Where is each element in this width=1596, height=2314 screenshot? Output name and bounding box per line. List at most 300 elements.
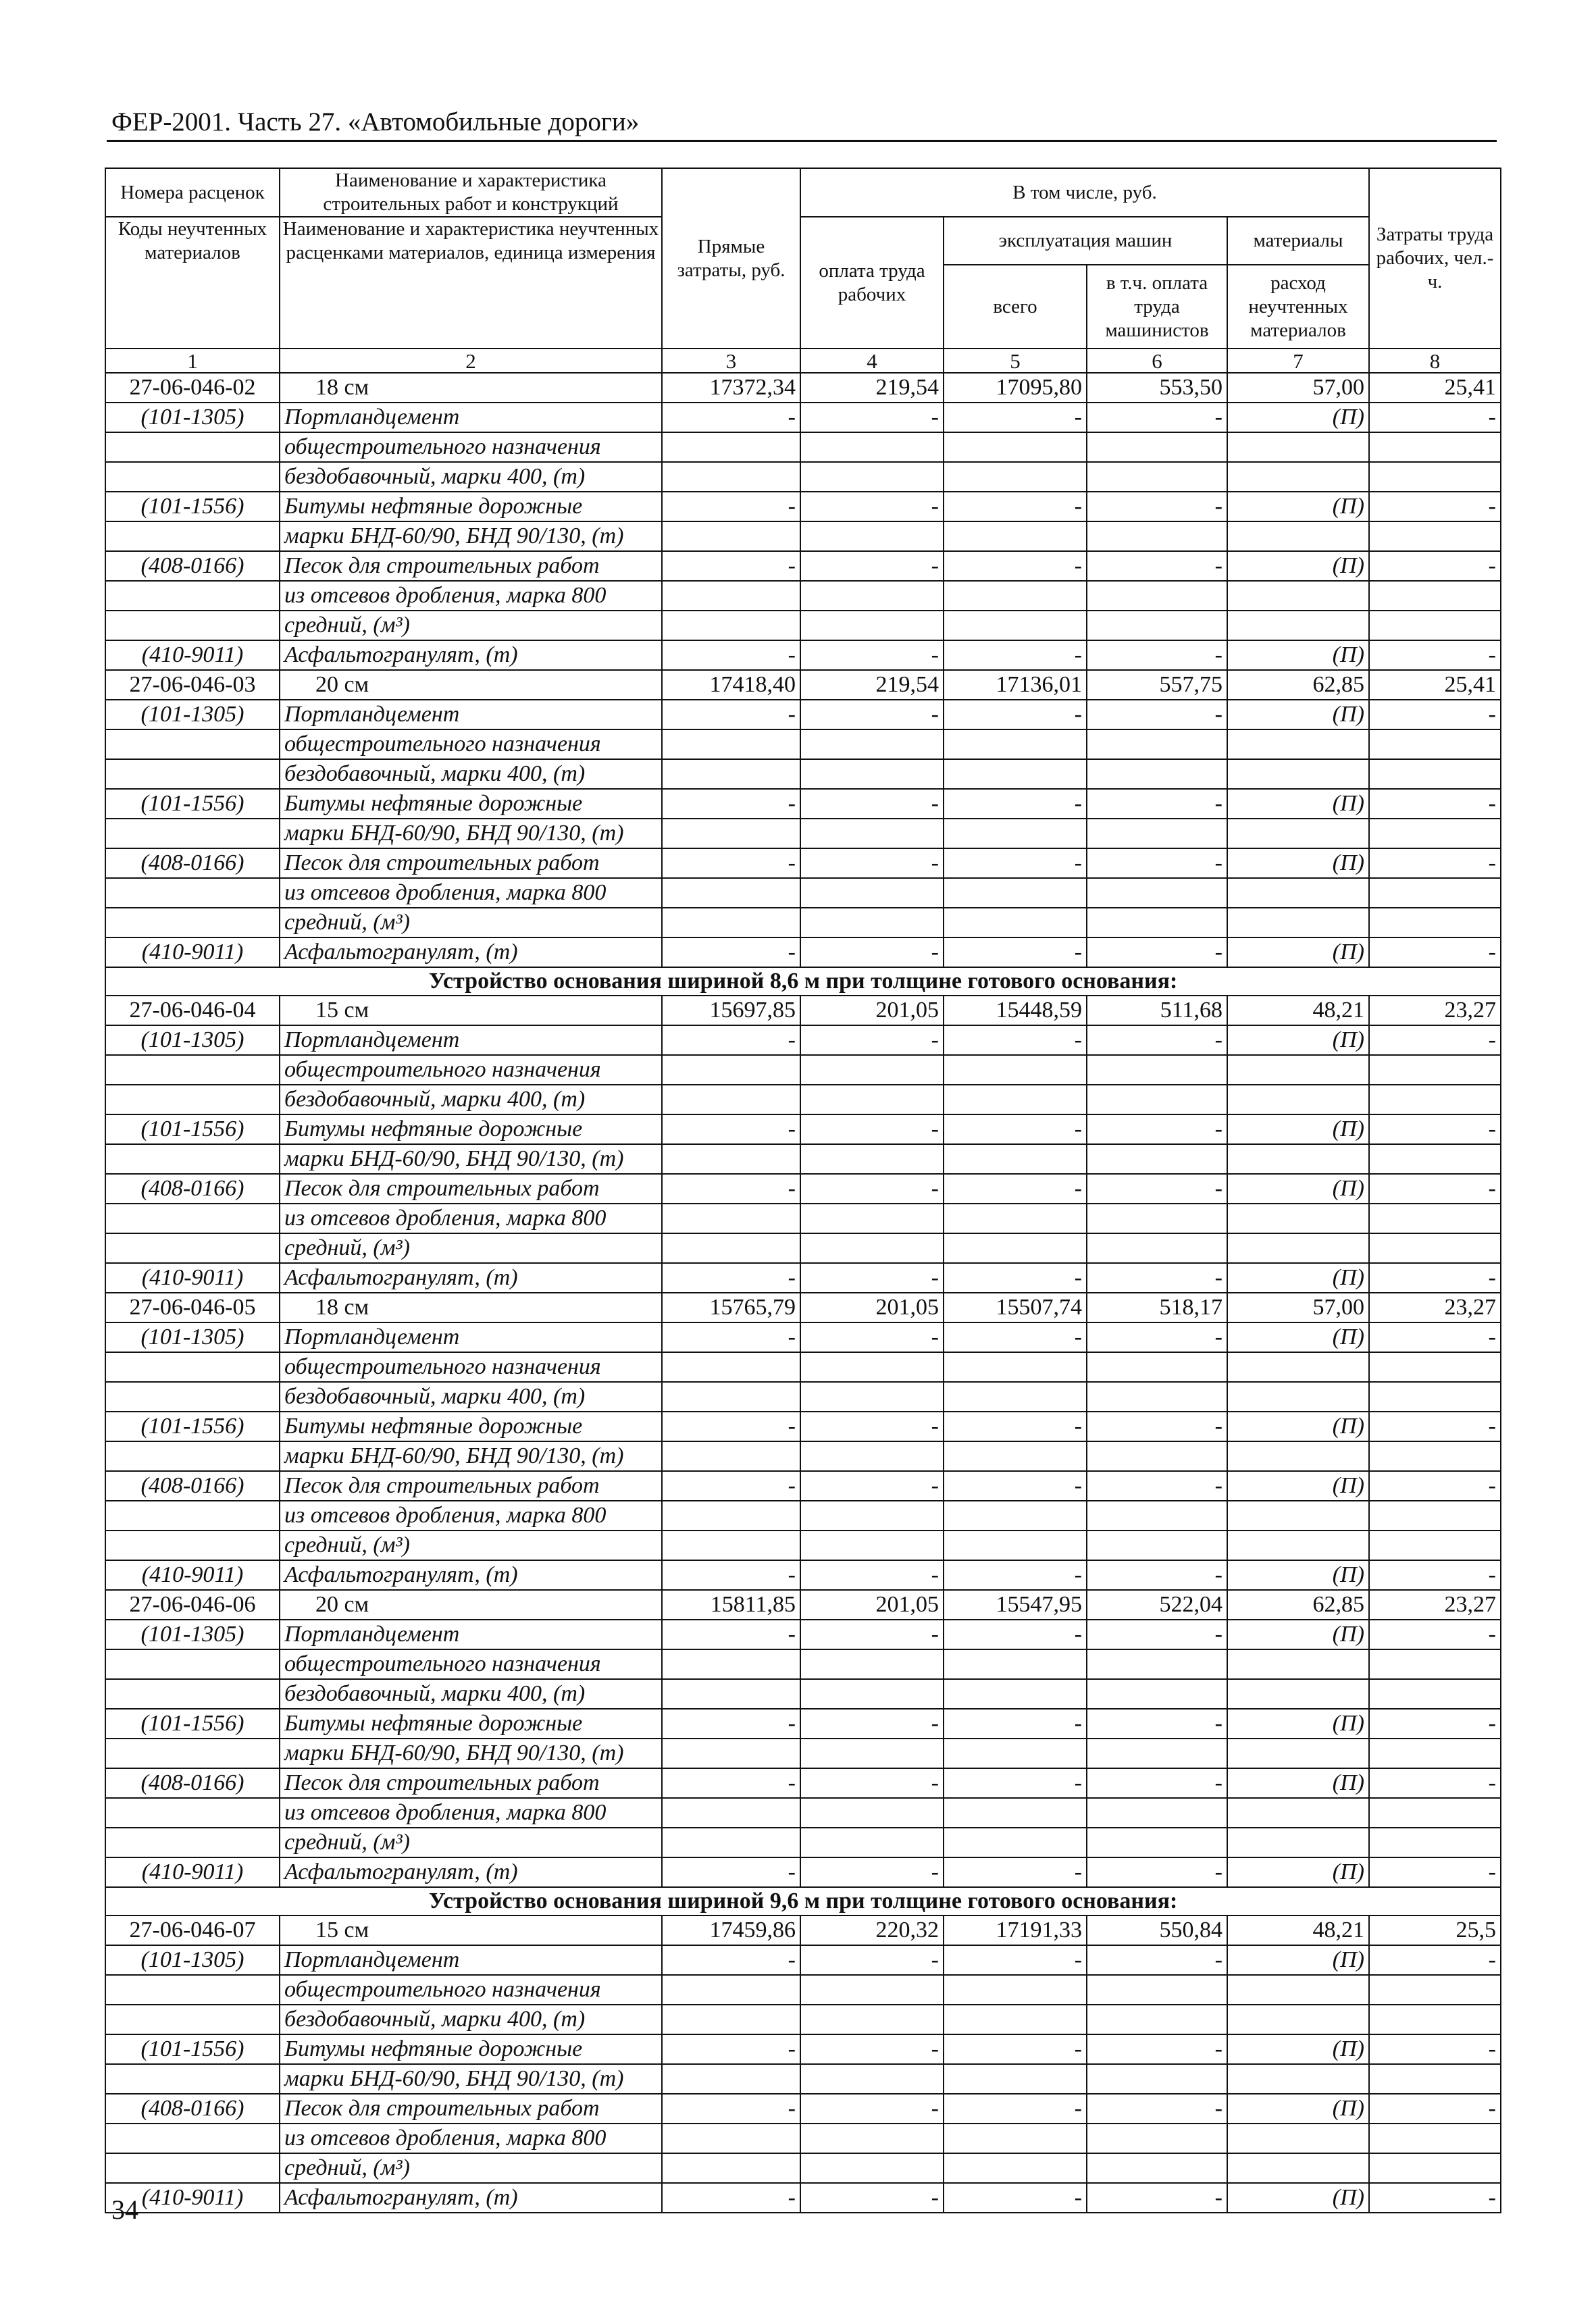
labor-hours-dash: - <box>1369 1945 1501 1975</box>
empty-cell <box>944 2064 1087 2094</box>
direct-costs-dash: - <box>662 1322 800 1352</box>
empty-cell <box>944 819 1087 848</box>
col-number: 8 <box>1369 349 1501 373</box>
materials-mark: (П) <box>1227 2094 1369 2124</box>
empty-cell <box>1087 819 1227 848</box>
machinists-pay-dash: - <box>1087 700 1227 729</box>
direct-costs: 17418,40 <box>662 670 800 700</box>
empty-cell <box>662 1055 800 1085</box>
empty-cell <box>1087 1828 1227 1857</box>
empty-cell <box>800 1501 944 1531</box>
material-code: (410-9011) <box>105 937 280 967</box>
machines-total: 15448,59 <box>944 996 1087 1025</box>
rate-row <box>105 1916 1501 1945</box>
direct-costs-dash: - <box>662 1768 800 1798</box>
materials-cost: 57,00 <box>1227 373 1369 403</box>
empty-cell <box>105 1382 280 1412</box>
empty-cell <box>1369 1055 1501 1085</box>
material-name: Портландцемент <box>280 403 662 432</box>
empty-cell <box>944 1204 1087 1233</box>
empty-cell <box>1227 759 1369 789</box>
material-code: (410-9011) <box>105 640 280 670</box>
materials-mark: (П) <box>1227 937 1369 967</box>
head-including: В том числе, руб. <box>800 168 1369 217</box>
material-name: бездобавочный, марки 400, (т) <box>280 462 662 492</box>
empty-cell <box>1369 1798 1501 1828</box>
material-code: (410-9011) <box>105 2183 280 2213</box>
material-name: бездобавочный, марки 400, (т) <box>280 2005 662 2034</box>
empty-cell <box>1087 759 1227 789</box>
col-number: 4 <box>800 349 944 373</box>
materials-mark: (П) <box>1227 1471 1369 1501</box>
material-name: Песок для строительных работ <box>280 1471 662 1501</box>
materials-cost: 62,85 <box>1227 670 1369 700</box>
empty-cell <box>1087 1531 1227 1560</box>
machines-total-dash: - <box>944 2094 1087 2124</box>
material-name: из отсевов дробления, марка 800 <box>280 1501 662 1531</box>
head-machines: эксплуатация машин <box>944 217 1227 265</box>
empty-cell <box>1369 1828 1501 1857</box>
labor-hours-dash: - <box>1369 1709 1501 1739</box>
labor-pay-dash: - <box>800 937 944 967</box>
material-name: Портландцемент <box>280 1322 662 1352</box>
empty-cell <box>944 1085 1087 1114</box>
material-row <box>105 2064 1501 2094</box>
empty-cell <box>800 1441 944 1471</box>
empty-cell <box>944 2124 1087 2153</box>
rate-row <box>105 1590 1501 1620</box>
empty-cell <box>1369 2064 1501 2094</box>
running-header: ФЕР-2001. Часть 27. «Автомобильные дороги» <box>111 107 640 136</box>
materials-mark: (П) <box>1227 789 1369 819</box>
machines-total: 17191,33 <box>944 1916 1087 1945</box>
material-name: Асфальтогранулят, (т) <box>280 640 662 670</box>
empty-cell <box>1087 1204 1227 1233</box>
head-name-works: Наименование и характеристика строительных работ и конструкций <box>280 168 662 217</box>
machines-total-dash: - <box>944 789 1087 819</box>
direct-costs-dash: - <box>662 492 800 521</box>
material-row <box>105 2183 1501 2213</box>
direct-costs-dash: - <box>662 551 800 581</box>
head-codes: Коды неучтенных материалов <box>105 217 280 265</box>
empty-cell <box>662 1233 800 1263</box>
machinists-pay-dash: - <box>1087 2183 1227 2213</box>
empty-cell <box>1369 729 1501 759</box>
empty-cell <box>1087 611 1227 640</box>
rate-name: 18 см <box>280 1293 662 1322</box>
empty-cell <box>662 1382 800 1412</box>
labor-hours-dash: - <box>1369 937 1501 967</box>
empty-cell <box>944 1382 1087 1412</box>
material-name: Асфальтогранулят, (т) <box>280 2183 662 2213</box>
empty-cell <box>662 908 800 937</box>
material-row <box>105 937 1501 967</box>
material-row <box>105 1857 1501 1887</box>
material-row <box>105 1144 1501 1174</box>
material-code: (101-1305) <box>105 1620 280 1649</box>
labor-pay-dash: - <box>800 1857 944 1887</box>
col-number: 6 <box>1087 349 1227 373</box>
direct-costs-dash: - <box>662 789 800 819</box>
materials-mark: (П) <box>1227 1114 1369 1144</box>
material-row <box>105 1709 1501 1739</box>
col-number: 3 <box>662 349 800 373</box>
empty-cell <box>662 1144 800 1174</box>
head-materials: материалы <box>1227 217 1369 265</box>
empty-cell <box>800 521 944 551</box>
empty-cell <box>662 462 800 492</box>
material-name: средний, (м³) <box>280 611 662 640</box>
empty-cell <box>944 432 1087 462</box>
empty-cell <box>1227 1679 1369 1709</box>
material-row <box>105 640 1501 670</box>
empty-cell <box>1369 2124 1501 2153</box>
empty-cell <box>1087 1975 1227 2005</box>
direct-costs-dash: - <box>662 1560 800 1590</box>
material-row <box>105 1501 1501 1531</box>
material-row <box>105 1025 1501 1055</box>
empty-cell <box>800 1975 944 2005</box>
empty-cell <box>800 1204 944 1233</box>
empty-cell <box>944 1828 1087 1857</box>
empty-cell <box>1087 462 1227 492</box>
empty-cell <box>105 1739 280 1768</box>
materials-cost: 48,21 <box>1227 1916 1369 1945</box>
empty-cell <box>1087 2064 1227 2094</box>
material-row <box>105 908 1501 937</box>
head-spacer-2 <box>280 265 662 349</box>
labor-hours-dash: - <box>1369 2094 1501 2124</box>
material-code: (408-0166) <box>105 1768 280 1798</box>
empty-cell <box>800 611 944 640</box>
labor-hours: 25,5 <box>1369 1916 1501 1945</box>
empty-cell <box>105 2124 280 2153</box>
material-row <box>105 581 1501 611</box>
machines-total: 17136,01 <box>944 670 1087 700</box>
materials-mark: (П) <box>1227 1945 1369 1975</box>
materials-cost: 62,85 <box>1227 1590 1369 1620</box>
empty-cell <box>800 1233 944 1263</box>
labor-hours-dash: - <box>1369 1471 1501 1501</box>
table-body <box>105 373 1501 2213</box>
labor-pay-dash: - <box>800 2094 944 2124</box>
materials-mark: (П) <box>1227 1174 1369 1204</box>
material-row <box>105 700 1501 729</box>
machines-total-dash: - <box>944 1620 1087 1649</box>
empty-cell <box>662 521 800 551</box>
machinists-pay: 522,04 <box>1087 1590 1227 1620</box>
material-code: (101-1556) <box>105 1114 280 1144</box>
empty-cell <box>1369 1085 1501 1114</box>
material-name: общестроительного назначения <box>280 1975 662 2005</box>
empty-cell <box>1227 2153 1369 2183</box>
empty-cell <box>800 1085 944 1114</box>
material-name: из отсевов дробления, марка 800 <box>280 2124 662 2153</box>
labor-pay: 201,05 <box>800 1293 944 1322</box>
labor-pay-dash: - <box>800 551 944 581</box>
empty-cell <box>662 1204 800 1233</box>
empty-cell <box>1369 2005 1501 2034</box>
direct-costs-dash: - <box>662 640 800 670</box>
rate-code: 27-06-046-04 <box>105 996 280 1025</box>
empty-cell <box>1227 1055 1369 1085</box>
empty-cell <box>800 759 944 789</box>
material-row <box>105 1739 1501 1768</box>
empty-cell <box>800 1798 944 1828</box>
material-code: (410-9011) <box>105 1263 280 1293</box>
section-heading: Устройство основания шириной 9,6 м при толщине готового основания: <box>105 1887 1501 1916</box>
empty-cell <box>1227 729 1369 759</box>
empty-cell <box>662 581 800 611</box>
labor-hours-dash: - <box>1369 1620 1501 1649</box>
labor-hours-dash: - <box>1369 2034 1501 2064</box>
empty-cell <box>1087 1382 1227 1412</box>
material-code: (408-0166) <box>105 551 280 581</box>
empty-cell <box>662 1975 800 2005</box>
rate-code: 27-06-046-05 <box>105 1293 280 1322</box>
machines-total-dash: - <box>944 1709 1087 1739</box>
materials-mark: (П) <box>1227 2183 1369 2213</box>
labor-pay: 201,05 <box>800 1590 944 1620</box>
empty-cell <box>800 1739 944 1768</box>
material-name: марки БНД-60/90, БНД 90/130, (т) <box>280 1441 662 1471</box>
machines-total-dash: - <box>944 403 1087 432</box>
materials-mark: (П) <box>1227 1768 1369 1798</box>
labor-pay-dash: - <box>800 848 944 878</box>
materials-cost: 57,00 <box>1227 1293 1369 1322</box>
empty-cell <box>944 1352 1087 1382</box>
empty-cell <box>662 878 800 908</box>
empty-cell <box>662 1679 800 1709</box>
empty-cell <box>944 1233 1087 1263</box>
material-name: бездобавочный, марки 400, (т) <box>280 1382 662 1412</box>
materials-mark: (П) <box>1227 1709 1369 1739</box>
empty-cell <box>105 1501 280 1531</box>
material-code: (408-0166) <box>105 1174 280 1204</box>
material-name: Песок для строительных работ <box>280 551 662 581</box>
empty-cell <box>944 1531 1087 1560</box>
material-row <box>105 2094 1501 2124</box>
material-code: (408-0166) <box>105 848 280 878</box>
empty-cell <box>105 1679 280 1709</box>
material-name: Песок для строительных работ <box>280 848 662 878</box>
empty-cell <box>1227 1975 1369 2005</box>
empty-cell <box>662 1739 800 1768</box>
material-name: бездобавочный, марки 400, (т) <box>280 759 662 789</box>
empty-cell <box>662 2005 800 2034</box>
empty-cell <box>1227 1144 1369 1174</box>
empty-cell <box>1227 432 1369 462</box>
material-name: Песок для строительных работ <box>280 1768 662 1798</box>
material-row <box>105 1233 1501 1263</box>
empty-cell <box>662 729 800 759</box>
empty-cell <box>800 878 944 908</box>
head-num-rates: Номера расценок <box>105 168 280 217</box>
empty-cell <box>1087 1679 1227 1709</box>
material-row <box>105 1828 1501 1857</box>
material-row <box>105 1649 1501 1679</box>
direct-costs: 15765,79 <box>662 1293 800 1322</box>
material-row <box>105 729 1501 759</box>
empty-cell <box>1369 1739 1501 1768</box>
empty-cell <box>662 1501 800 1531</box>
empty-cell <box>105 1352 280 1382</box>
material-code: (101-1556) <box>105 492 280 521</box>
machines-total-dash: - <box>944 1412 1087 1441</box>
empty-cell <box>1369 1144 1501 1174</box>
empty-cell <box>1087 1441 1227 1471</box>
empty-cell <box>800 819 944 848</box>
labor-pay-dash: - <box>800 700 944 729</box>
labor-hours-dash: - <box>1369 789 1501 819</box>
materials-mark: (П) <box>1227 551 1369 581</box>
empty-cell <box>105 521 280 551</box>
material-row <box>105 1768 1501 1798</box>
machinists-pay-dash: - <box>1087 1322 1227 1352</box>
direct-costs-dash: - <box>662 1174 800 1204</box>
material-row <box>105 551 1501 581</box>
material-code: (101-1556) <box>105 1412 280 1441</box>
section-heading-row <box>105 1887 1501 1916</box>
material-name: Асфальтогранулят, (т) <box>280 1857 662 1887</box>
labor-pay-dash: - <box>800 492 944 521</box>
empty-cell <box>944 581 1087 611</box>
materials-mark: (П) <box>1227 1263 1369 1293</box>
direct-costs-dash: - <box>662 1709 800 1739</box>
empty-cell <box>944 1441 1087 1471</box>
material-row <box>105 819 1501 848</box>
direct-costs-dash: - <box>662 403 800 432</box>
material-row <box>105 611 1501 640</box>
rate-name: 20 см <box>280 670 662 700</box>
machines-total-dash: - <box>944 848 1087 878</box>
materials-mark: (П) <box>1227 403 1369 432</box>
material-name: Асфальтогранулят, (т) <box>280 937 662 967</box>
material-code: (410-9011) <box>105 1560 280 1590</box>
col-number: 5 <box>944 349 1087 373</box>
direct-costs-dash: - <box>662 700 800 729</box>
rate-code: 27-06-046-06 <box>105 1590 280 1620</box>
machinists-pay-dash: - <box>1087 1709 1227 1739</box>
empty-cell <box>800 2005 944 2034</box>
materials-mark: (П) <box>1227 640 1369 670</box>
labor-pay-dash: - <box>800 1620 944 1649</box>
empty-cell <box>1227 521 1369 551</box>
rate-name: 15 см <box>280 1916 662 1945</box>
head-consumption: расход неучтенных материалов <box>1227 265 1369 349</box>
direct-costs-dash: - <box>662 1114 800 1144</box>
labor-pay-dash: - <box>800 1322 944 1352</box>
machines-total-dash: - <box>944 1322 1087 1352</box>
machines-total-dash: - <box>944 2034 1087 2064</box>
machinists-pay-dash: - <box>1087 2034 1227 2064</box>
machinists-pay-dash: - <box>1087 1412 1227 1441</box>
material-name: Портландцемент <box>280 1945 662 1975</box>
empty-cell <box>105 1055 280 1085</box>
empty-cell <box>1369 521 1501 551</box>
material-row <box>105 1945 1501 1975</box>
empty-cell <box>944 1055 1087 1085</box>
material-row <box>105 1471 1501 1501</box>
empty-cell <box>662 1085 800 1114</box>
labor-hours-dash: - <box>1369 1114 1501 1144</box>
empty-cell <box>662 2064 800 2094</box>
machines-total-dash: - <box>944 1025 1087 1055</box>
machinists-pay-dash: - <box>1087 1263 1227 1293</box>
material-row <box>105 1114 1501 1144</box>
material-row <box>105 1412 1501 1441</box>
material-row <box>105 759 1501 789</box>
material-name: Битумы нефтяные дорожные <box>280 2034 662 2064</box>
machinists-pay-dash: - <box>1087 1471 1227 1501</box>
empty-cell <box>1227 1739 1369 1768</box>
empty-cell <box>1369 908 1501 937</box>
machines-total-dash: - <box>944 1263 1087 1293</box>
empty-cell <box>105 1531 280 1560</box>
direct-costs-dash: - <box>662 1412 800 1441</box>
material-code: (101-1556) <box>105 1709 280 1739</box>
labor-pay: 219,54 <box>800 373 944 403</box>
labor-pay-dash: - <box>800 1709 944 1739</box>
section-heading-row <box>105 967 1501 996</box>
material-name: марки БНД-60/90, БНД 90/130, (т) <box>280 2064 662 2094</box>
machinists-pay-dash: - <box>1087 1560 1227 1590</box>
labor-hours-dash: - <box>1369 1025 1501 1055</box>
material-name: Битумы нефтяные дорожные <box>280 492 662 521</box>
empty-cell <box>1087 1055 1227 1085</box>
machines-total-dash: - <box>944 937 1087 967</box>
empty-cell <box>1227 819 1369 848</box>
labor-pay-dash: - <box>800 1263 944 1293</box>
empty-cell <box>1369 878 1501 908</box>
direct-costs: 17372,34 <box>662 373 800 403</box>
page-number: 34 <box>111 2194 138 2225</box>
labor-hours: 23,27 <box>1369 1590 1501 1620</box>
material-row <box>105 1560 1501 1590</box>
empty-cell <box>1227 2005 1369 2034</box>
material-name: общестроительного назначения <box>280 1352 662 1382</box>
empty-cell <box>944 1975 1087 2005</box>
empty-cell <box>105 1085 280 1114</box>
machinists-pay-dash: - <box>1087 1174 1227 1204</box>
empty-cell <box>800 1828 944 1857</box>
material-name: Битумы нефтяные дорожные <box>280 1114 662 1144</box>
empty-cell <box>1227 908 1369 937</box>
direct-costs: 17459,86 <box>662 1916 800 1945</box>
empty-cell <box>800 1679 944 1709</box>
empty-cell <box>662 611 800 640</box>
material-row <box>105 848 1501 878</box>
material-row <box>105 1679 1501 1709</box>
empty-cell <box>800 2124 944 2153</box>
empty-cell <box>1087 1144 1227 1174</box>
empty-cell <box>1087 1798 1227 1828</box>
head-name-materials: Наименование и характеристика неучтенных расценками материалов, единица измерения <box>280 217 662 265</box>
materials-mark: (П) <box>1227 1025 1369 1055</box>
machinists-pay-dash: - <box>1087 1857 1227 1887</box>
material-name: общестроительного назначения <box>280 729 662 759</box>
materials-mark: (П) <box>1227 1620 1369 1649</box>
material-code: (101-1305) <box>105 1945 280 1975</box>
empty-cell <box>1087 1649 1227 1679</box>
material-code: (101-1305) <box>105 700 280 729</box>
labor-hours-dash: - <box>1369 2183 1501 2213</box>
empty-cell <box>1369 1233 1501 1263</box>
machines-total-dash: - <box>944 640 1087 670</box>
empty-cell <box>944 462 1087 492</box>
empty-cell <box>1227 1649 1369 1679</box>
empty-cell <box>1369 819 1501 848</box>
